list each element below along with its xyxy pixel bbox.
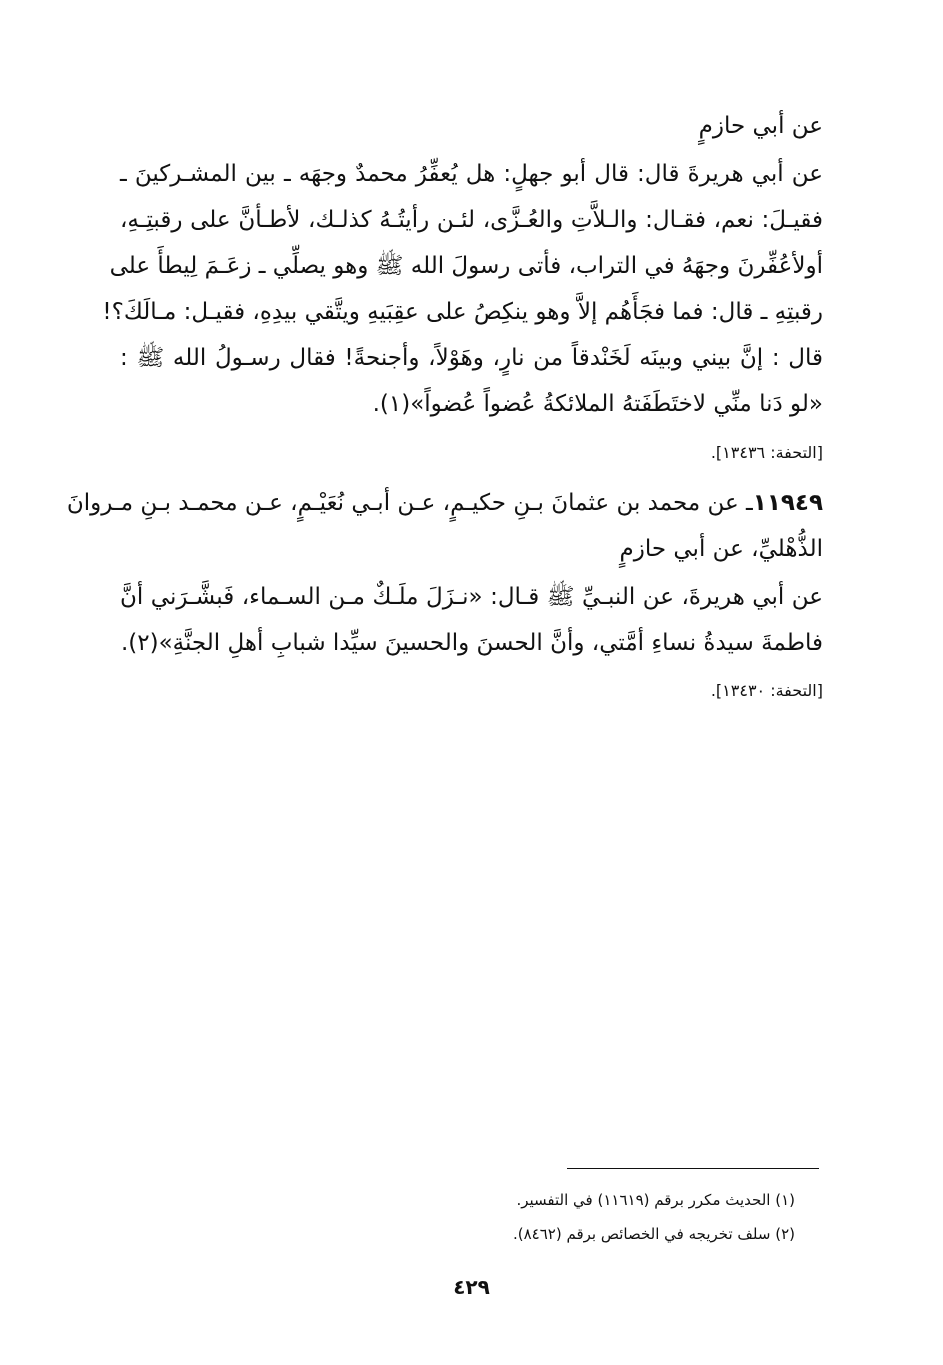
hadith-2-chain-text: ـ عن محمد بن عثمانَ بـنِ حكيـمٍ، عـن أبـي نُعَيْـمٍ، عـن محمـد بـنِ مـروانَ [66, 490, 753, 516]
tuhfa-reference-2: [التحفة: ١٣٤٣٠]. [710, 681, 823, 700]
tuhfa-reference-1: [التحفة: ١٣٤٣٦]. [710, 443, 823, 462]
hadith-1-line-5: قال : إنَّ بيني وبينَه لَخَنْدقاً من نارٍ، وهَوْلاً، وأجنحةً! فقال رسـولُ الله ﷺ : [120, 345, 823, 371]
hadith-2-chain-line-2: الذُّهْليِّ، عن أبي حازمٍ [619, 536, 823, 562]
hadith-2-line-2: فاطمةَ سيدةُ نساءِ أمَّتي، وأنَّ الحسنَ والحسينَ سيِّدا شبابِ أهلِ الجنَّةِ»(٢). [120, 630, 823, 656]
hadith-1-line-6: «لو دَنا منِّي لاختَطَفَتهُ الملائكةُ عُضواً عُضواً»(١). [372, 391, 823, 417]
footnote-2: (٢) سلف تخريجه في الخصائص برقم (٨٤٦٢). [512, 1225, 795, 1243]
hadith-2-chain-line-1 [66, 484, 823, 522]
isnad-line: عن أبي حازمٍ [698, 113, 823, 139]
hadith-1-line-4: رقبتِهِ ـ قال: فما فجَأَهُم إلاَّ وهو ينكِصُ على عقِبَيهِ ويتَّقي بيدِهِ، فقيـل: مـالَكَ؟! [102, 299, 823, 325]
footnote-divider [567, 1168, 819, 1169]
footnote-1: (١) الحديث مكرر برقم (١١٦١٩) في التفسير. [516, 1191, 795, 1209]
hadith-1-line-3: أولأعُفِّرنَ وجهَهُ في التراب، فأتى رسولَ الله ﷺ وهو يصلِّي ـ زعَـمَ لِيطأَ على [109, 253, 823, 279]
hadith-1-line-2: فقيـلَ: نعم، فقـال: والـلاَّتِ والعُـزَّى، لئـن رأيتُـهُ كذلـك، لأطـأنَّ على رقبتِـهِ، [120, 207, 823, 233]
hadith-2-line-1: عن أبي هريرةَ، عن النبـيِّ ﷺ قـال: «نـزَلَ ملَـكٌ مـن السـماء، فَبشَّـرَني أنَّ [120, 584, 823, 610]
page-number: ٤٢٩ [453, 1275, 490, 1299]
hadith-1-line-1: عن أبي هريرةَ قال: قال أبو جهلٍ: هل يُعفِّرُ محمدٌ وجهَه ـ بين المشـركينَ ـ [120, 161, 823, 187]
page-body [66, 0, 823, 1365]
hadith-number: ١١٩٤٩ [752, 490, 823, 516]
